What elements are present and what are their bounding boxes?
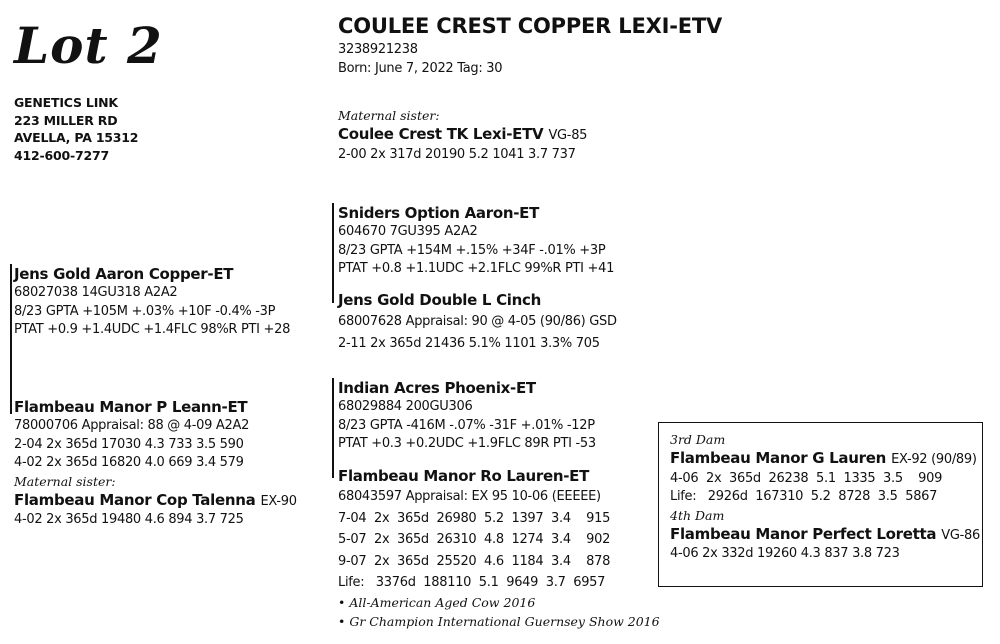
sire-dam-name: Jens Gold Double L Cinch	[338, 291, 541, 309]
third-dam-life-record: Life: 2926d 167310 5.2 8728 3.5 5867	[670, 489, 938, 504]
sire-dam-block	[338, 290, 617, 353]
third-dam-record: 4-06 2x 365d 26238 5.1 1335 3.5 909	[670, 470, 943, 486]
dam-dam-honor-2: • Gr Champion International Guernsey Show 2016	[338, 613, 660, 629]
animal-header	[338, 13, 722, 78]
sire-ids: 68027038 14GU318 A2A2	[14, 285, 178, 300]
dam-dam-record-3: 9-07 2x 365d 25520 4.6 1184 3.4 878	[338, 553, 611, 569]
fourth-dam-record: 4-06 2x 332d 19260 4.3 837 3.8 723	[670, 546, 900, 561]
sire-gpta: 8/23 GPTA +105M +.03% +10F -0.4% -3P	[14, 303, 276, 319]
dam-appraisal: 78000706 Appraisal: 88 @ 4-09 A2A2	[14, 418, 250, 433]
consignor-block	[14, 94, 138, 164]
sire-bracket-line	[10, 264, 12, 414]
dam-name: Flambeau Manor P Leann-ET	[14, 398, 248, 416]
fourth-dam-score: VG-86	[941, 527, 980, 543]
dam-dam-life-record: Life: 3376d 188110 5.1 9649 3.7 6957	[338, 575, 606, 590]
maternal-sister-name: Coulee Crest TK Lexi-ETV	[338, 125, 544, 143]
animal-registration: 3238921238	[338, 42, 418, 57]
sire-sire-ids: 604670 7GU395 A2A2	[338, 224, 478, 239]
consignor-street: 223 MILLER RD	[14, 112, 118, 128]
dam-dam-appraisal: 68043597 Appraisal: EX 95 10-06 (EEEEE)	[338, 489, 601, 504]
sire-sire-bracket-line	[332, 203, 334, 303]
maternal-sister-label: Maternal sister:	[338, 108, 440, 123]
dam-sister-score: EX-90	[260, 493, 297, 509]
consignor-city: AVELLA, PA 15312	[14, 130, 139, 145]
dam-dam-block	[338, 466, 660, 630]
dam-sire-ptat: PTAT +0.3 +0.2UDC +1.9FLC 89R PTI -53	[338, 436, 596, 451]
fourth-dam-label: 4th Dam	[670, 507, 725, 523]
dam-sire-block	[338, 378, 596, 454]
dam-record-2: 4-02 2x 365d 16820 4.0 669 3.4 579	[14, 455, 244, 470]
sire-sire-block	[338, 203, 614, 279]
dam-dam-name: Flambeau Manor Ro Lauren-ET	[338, 467, 590, 485]
dam-sister-label: Maternal sister:	[14, 473, 116, 489]
dam-dam-honor-1: • All-American Aged Cow 2016	[338, 594, 536, 610]
third-dam-name: Flambeau Manor G Lauren	[670, 449, 886, 467]
sire-sire-ptat: PTAT +0.8 +1.1UDC +2.1FLC 99%R PTI +41	[338, 261, 615, 276]
dam-sire-gpta: 8/23 GPTA -416M -.07% -31F +.01% -12P	[338, 417, 595, 433]
third-dam-score: EX-92 (90/89)	[891, 452, 977, 467]
maternal-sister-record: 2-00 2x 317d 20190 5.2 1041 3.7 737	[338, 146, 576, 162]
animal-born-tag: Born: June 7, 2022 Tag: 30	[338, 60, 503, 76]
sire-sire-name: Sniders Option Aaron-ET	[338, 204, 540, 222]
maternal-sister-top	[338, 107, 587, 164]
dam-block	[14, 397, 297, 530]
dam-sister-name: Flambeau Manor Cop Talenna	[14, 490, 256, 509]
ancestor-box	[658, 422, 983, 587]
sire-sire-gpta: 8/23 GPTA +154M +.15% +34F -.01% +3P	[338, 242, 606, 258]
third-dam-label: 3rd Dam	[670, 432, 726, 447]
dam-record-1: 2-04 2x 365d 17030 4.3 733 3.5 590	[14, 436, 244, 452]
dam-dam-record-1: 7-04 2x 365d 26980 5.2 1397 3.4 915	[338, 510, 611, 526]
sire-block	[14, 264, 290, 340]
consignor-phone: 412-600-7277	[14, 147, 109, 163]
lot-number: Lot 2	[14, 16, 163, 75]
maternal-sister-score: VG-85	[548, 128, 588, 143]
sire-dam-appraisal: 68007628 Appraisal: 90 @ 4-05 (90/86) GSD	[338, 314, 617, 329]
sire-dam-record: 2-11 2x 365d 21436 5.1% 1101 3.3% 705	[338, 335, 600, 351]
dam-sire-ids: 68029884 200GU306	[338, 399, 473, 414]
dam-sire-name: Indian Acres Phoenix-ET	[338, 379, 536, 397]
fourth-dam-name: Flambeau Manor Perfect Loretta	[670, 524, 937, 543]
sire-ptat: PTAT +0.9 +1.4UDC +1.4FLC 98%R PTI +28	[14, 322, 291, 337]
sire-name: Jens Gold Aaron Copper-ET	[14, 265, 234, 283]
consignor-name: GENETICS LINK	[14, 95, 118, 110]
dam-dam-record-2: 5-07 2x 365d 26310 4.8 1274 3.4 902	[338, 532, 611, 547]
animal-name: COULEE CREST COPPER LEXI-ETV	[338, 14, 723, 38]
dam-sister-record: 4-02 2x 365d 19480 4.6 894 3.7 725	[14, 512, 244, 527]
dam-sire-bracket-line	[332, 378, 334, 478]
